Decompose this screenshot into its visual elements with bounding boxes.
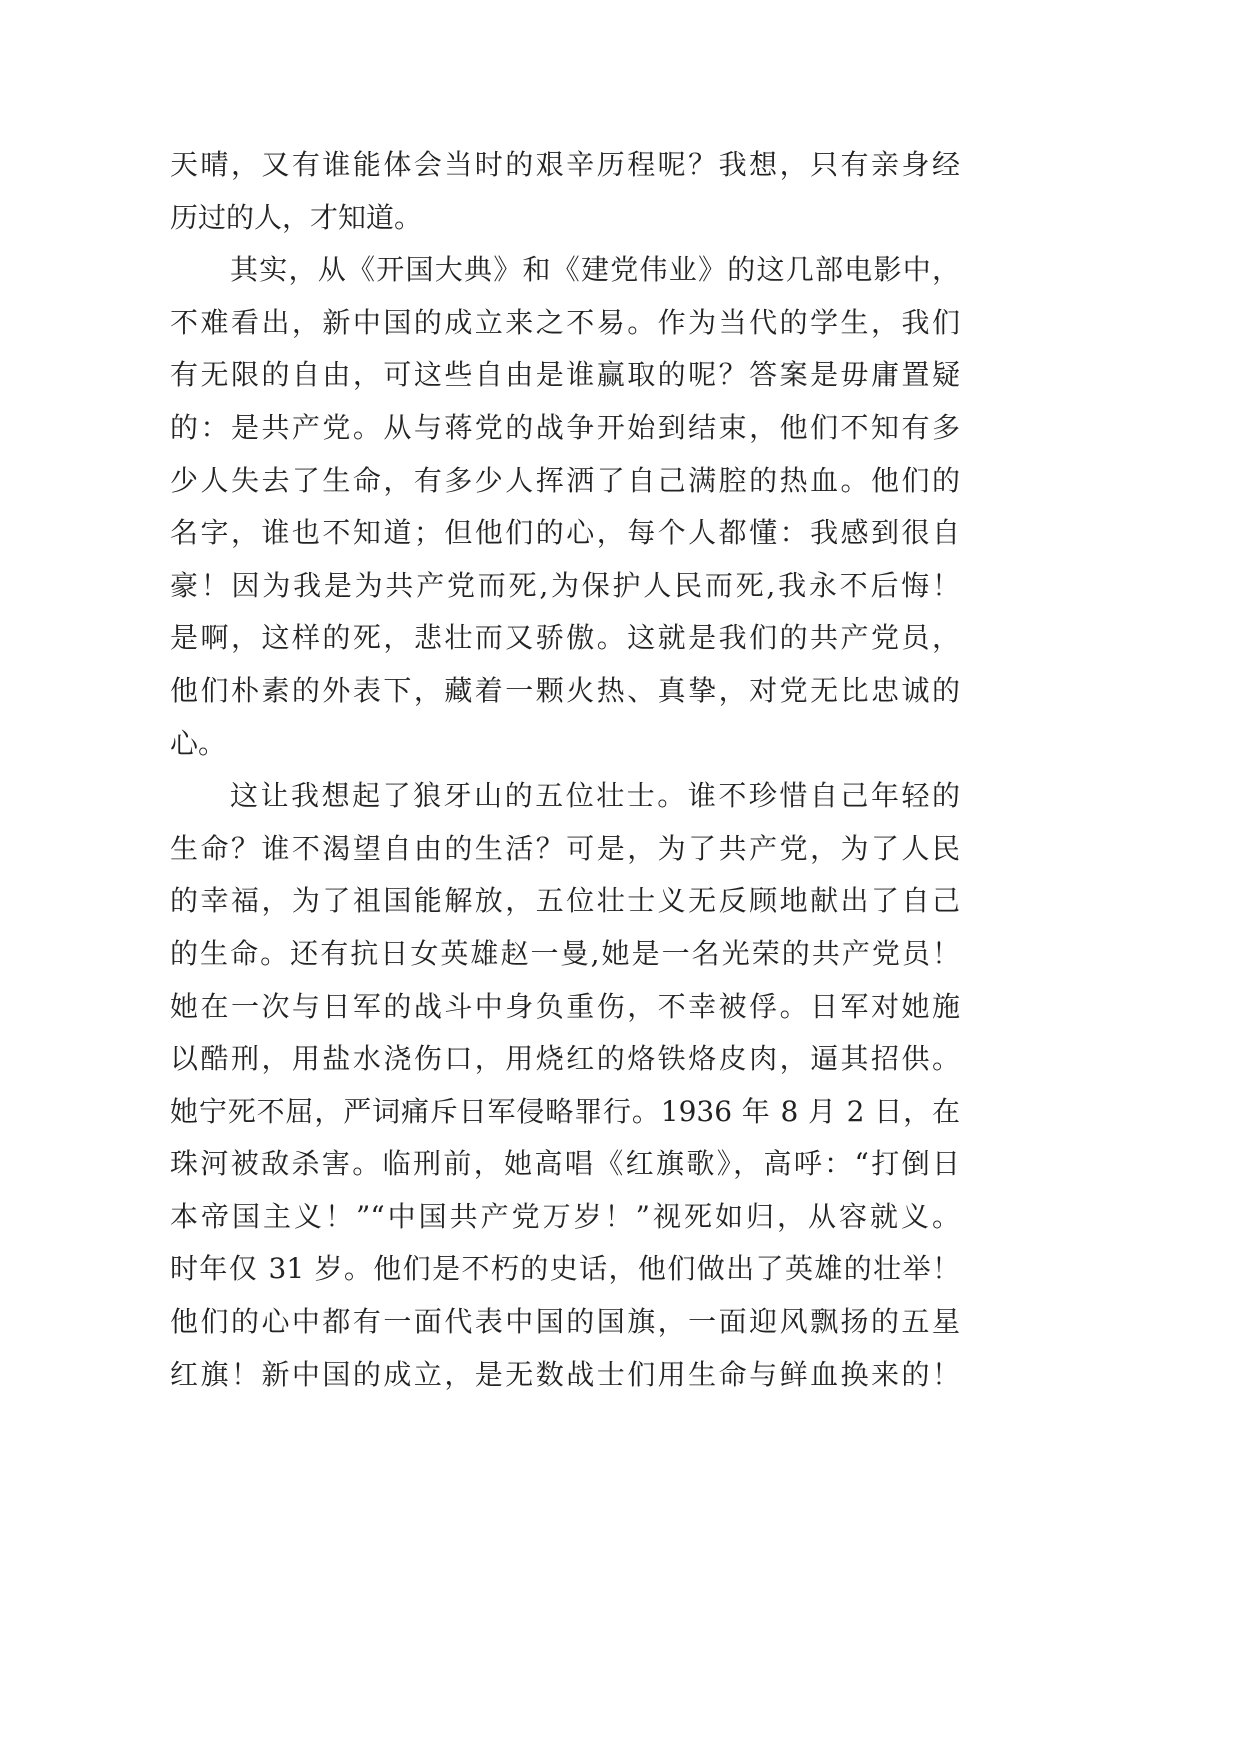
text-line: 是啊，这样的死，悲壮而又骄傲。这就是我们的共产党员， (170, 621, 960, 655)
text-line: 珠河被敌杀害。临刑前，她高唱《红旗歌》，高呼：“打倒日 (170, 1147, 960, 1181)
text-line: 以酷刑，用盐水浇伤口，用烧红的烙铁烙皮肉，逼其招供。 (170, 1042, 960, 1076)
text-line: 她宁死不屈，严词痛斥日军侵略罪行。1936 年 8 月 2 日，在 (170, 1094, 960, 1128)
text-line: 她在一次与日军的战斗中身负重伤，不幸被俘。日军对她施 (170, 989, 960, 1023)
text-line: 不难看出，新中国的成立来之不易。作为当代的学生，我们 (170, 305, 960, 339)
text-line: 的幸福，为了祖国能解放，五位壮士义无反顾地献出了自己 (170, 884, 960, 918)
body-text (170, 139, 960, 1401)
text-line: 名字，谁也不知道；但他们的心，每个人都懂：我感到很自 (170, 516, 960, 550)
text-line: 时年仅 31 岁。他们是不朽的史话，他们做出了英雄的壮举！ (170, 1252, 960, 1286)
text-line: 这让我想起了狼牙山的五位壮士。谁不珍惜自己年轻的 (230, 779, 960, 813)
text-line: 他们的心中都有一面代表中国的国旗，一面迎风飘扬的五星 (170, 1305, 960, 1339)
text-line: 的：是共产党。从与蒋党的战争开始到结束，他们不知有多 (170, 410, 960, 444)
text-line: 红旗！新中国的成立，是无数战士们用生命与鲜血换来的！ (170, 1357, 960, 1391)
text-line: 的生命。还有抗日女英雄赵一曼,她是一名光荣的共产党员！ (170, 936, 960, 970)
text-line: 他们朴素的外表下，藏着一颗火热、真挚，对党无比忠诚的 (170, 673, 960, 707)
paragraph (170, 139, 960, 244)
text-line: 其实，从《开国大典》和《建党伟业》的这几部电影中， (230, 253, 960, 287)
paragraph (170, 244, 960, 770)
text-line: 生命？谁不渴望自由的生活？可是，为了共产党，为了人民 (170, 831, 960, 865)
paragraph (170, 770, 960, 1401)
text-line: 历过的人，才知道。 (170, 200, 423, 234)
text-line: 心。 (170, 726, 227, 760)
text-line: 本帝国主义！”“中国共产党万岁！”视死如归，从容就义。 (170, 1199, 960, 1233)
text-line: 豪！因为我是为共产党而死,为保护人民而死,我永不后悔！ (170, 568, 960, 602)
text-line: 有无限的自由，可这些自由是谁赢取的呢？答案是毋庸置疑 (170, 358, 960, 392)
text-line: 天晴，又有谁能体会当时的艰辛历程呢？我想，只有亲身经 (170, 148, 960, 181)
text-line: 少人失去了生命，有多少人挥洒了自己满腔的热血。他们的 (170, 463, 960, 497)
